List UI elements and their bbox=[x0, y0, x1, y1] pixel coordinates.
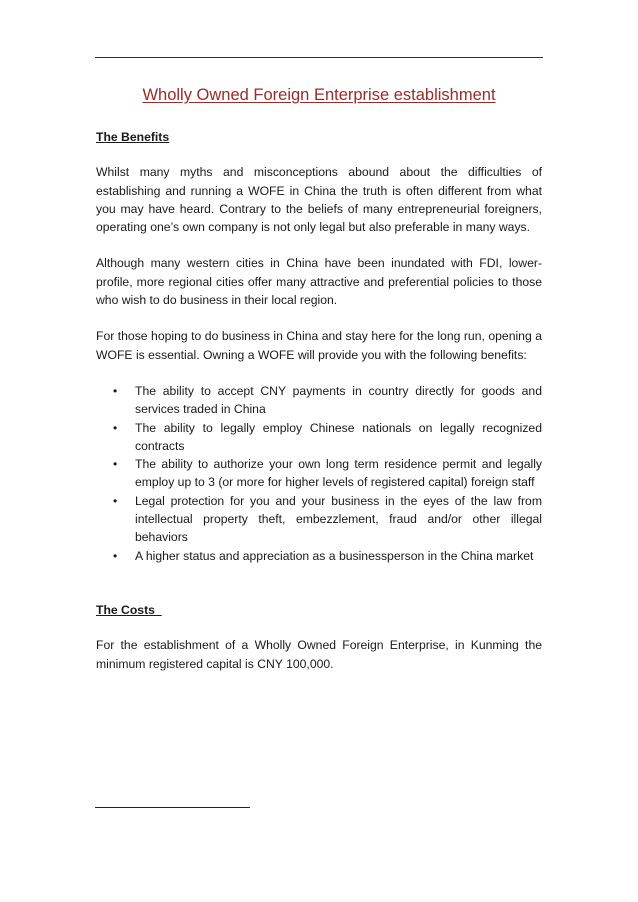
benefits-paragraph-1: Whilst many myths and misconceptions abound about the difficulties of establishing and running a WOFE in China the truth is often different from what you may have heard. Contrary to the beliefs of many entrepreneurial foreigners, operating one’s own company is not only legal but also preferable in many ways. bbox=[96, 165, 542, 235]
list-item bbox=[96, 547, 542, 565]
list-item bbox=[96, 419, 542, 456]
bullet-icon: • bbox=[113, 420, 118, 435]
document-title: Wholly Owned Foreign Enterprise establishment bbox=[142, 86, 496, 104]
document-body bbox=[96, 128, 542, 691]
list-item bbox=[96, 455, 542, 492]
benefits-list bbox=[96, 382, 542, 565]
list-item-text: The ability to legally employ Chinese nationals on legally recognized contracts bbox=[135, 420, 542, 453]
costs-heading: The Costs bbox=[96, 602, 162, 617]
list-item bbox=[96, 382, 542, 419]
bullet-icon: • bbox=[113, 457, 118, 472]
benefits-paragraph-2: Although many western cities in China have been inundated with FDI, lower-profile, more regional cities offer many attractive and preferential policies to those who wish to do business in their local region. bbox=[96, 256, 542, 308]
footnote-separator bbox=[95, 807, 250, 808]
benefits-heading: The Benefits bbox=[96, 130, 170, 144]
costs-paragraph: For the establishment of a Wholly Owned Foreign Enterprise, in Kunming the minimum registered capital is CNY 100,000. bbox=[96, 638, 542, 671]
bullet-icon: • bbox=[113, 493, 118, 508]
list-item-text: A higher status and appreciation as a businessperson in the China market bbox=[135, 548, 534, 563]
bullet-icon: • bbox=[113, 383, 118, 398]
header-rule bbox=[95, 57, 543, 58]
list-item-text: Legal protection for you and your business in the eyes of the law from intellectual property theft, embezzlement, fraud and/or other illegal behaviors bbox=[135, 493, 542, 545]
list-item-text: The ability to accept CNY payments in country directly for goods and services traded in China bbox=[135, 383, 542, 417]
list-item-text: The ability to authorize your own long term residence permit and legally employ up to 3 (or more for higher levels of registered capital) foreign staff bbox=[135, 457, 542, 490]
benefits-paragraph-3: For those hoping to do business in China and stay here for the long run, opening a WOFE is essential. Owning a WOFE will provide you with the following benefits: bbox=[96, 329, 542, 362]
list-item bbox=[96, 492, 542, 547]
bullet-icon: • bbox=[113, 548, 118, 563]
